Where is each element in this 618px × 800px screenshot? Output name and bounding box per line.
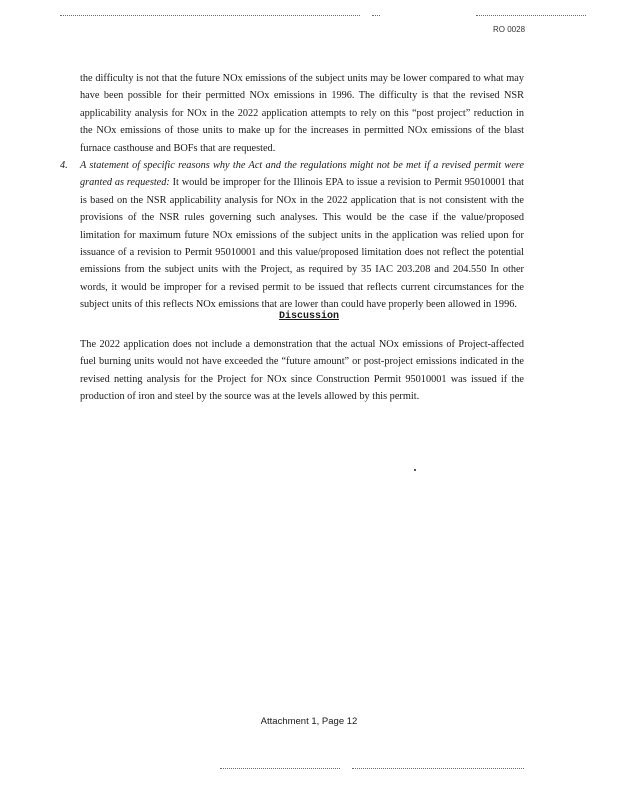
bottom-scan-border-left — [220, 768, 340, 769]
top-scan-border-left — [60, 15, 360, 16]
item-number: 4. — [60, 160, 68, 171]
item-4-heading: A statement of specific reasons why the Act and the regulations might not be met if a revised permit were granted as requested: — [80, 160, 524, 189]
item-4-body: It would be improper for the Illinois EPA to issue a revision to Permit 95010001 that is based on the NSR applicability analysis for NOx in the 2022 application that is not consistent with the provisions of the NSR rules governing such analyses. This would be the case if the value/proposed limitation for maximum future NOx emissions of the subject units in the application was relied upon for issuance of a revision to Permit 95010001 and this value/proposed limitation does not reflect the potential emissions from the subject units with the Project, as required by 35 IAC 203.208 and 204.550 In other words, it would be improper for a revised permit to be issued that reflects current circumstances for the subject units of this reflects NOx emissions that are lower than could have properly been allowed in 1996. — [80, 177, 524, 311]
page-footer: Attachment 1, Page 12 — [260, 716, 358, 727]
paragraph-item-4 — [80, 157, 524, 314]
page-code: RO 0028 — [493, 25, 526, 34]
paragraph-discussion: The 2022 application does not include a demonstration that the actual NOx emissions of Project-affected fuel burning units would not have exceeded the “future amount” or post-project emissions indicated in the revised netting analysis for the Project for NOx since Construction Permit 95010001 was issued if the production of iron and steel by the source was at the levels allowed by this permit. — [80, 339, 524, 403]
top-scan-border-mid — [372, 15, 380, 16]
bottom-scan-border-right — [352, 768, 524, 769]
paragraph-difficulty: the difficulty is not that the future NOx emissions of the subject units may be lower compared to what may have been possible for their permitted NOx emissions in 1996. The difficulty is that the revised NSR applicability analysis for NOx in the 2022 application attempts to rely on this “post project” reduction in the NOx emissions of those units to make up for the increases in permitted NOx emissions of the blast furnace casthouse and BOFs that are requested. — [80, 73, 524, 154]
discussion-heading: Discussion — [278, 311, 339, 322]
top-scan-border-right — [476, 15, 586, 16]
scan-speck — [414, 469, 416, 471]
